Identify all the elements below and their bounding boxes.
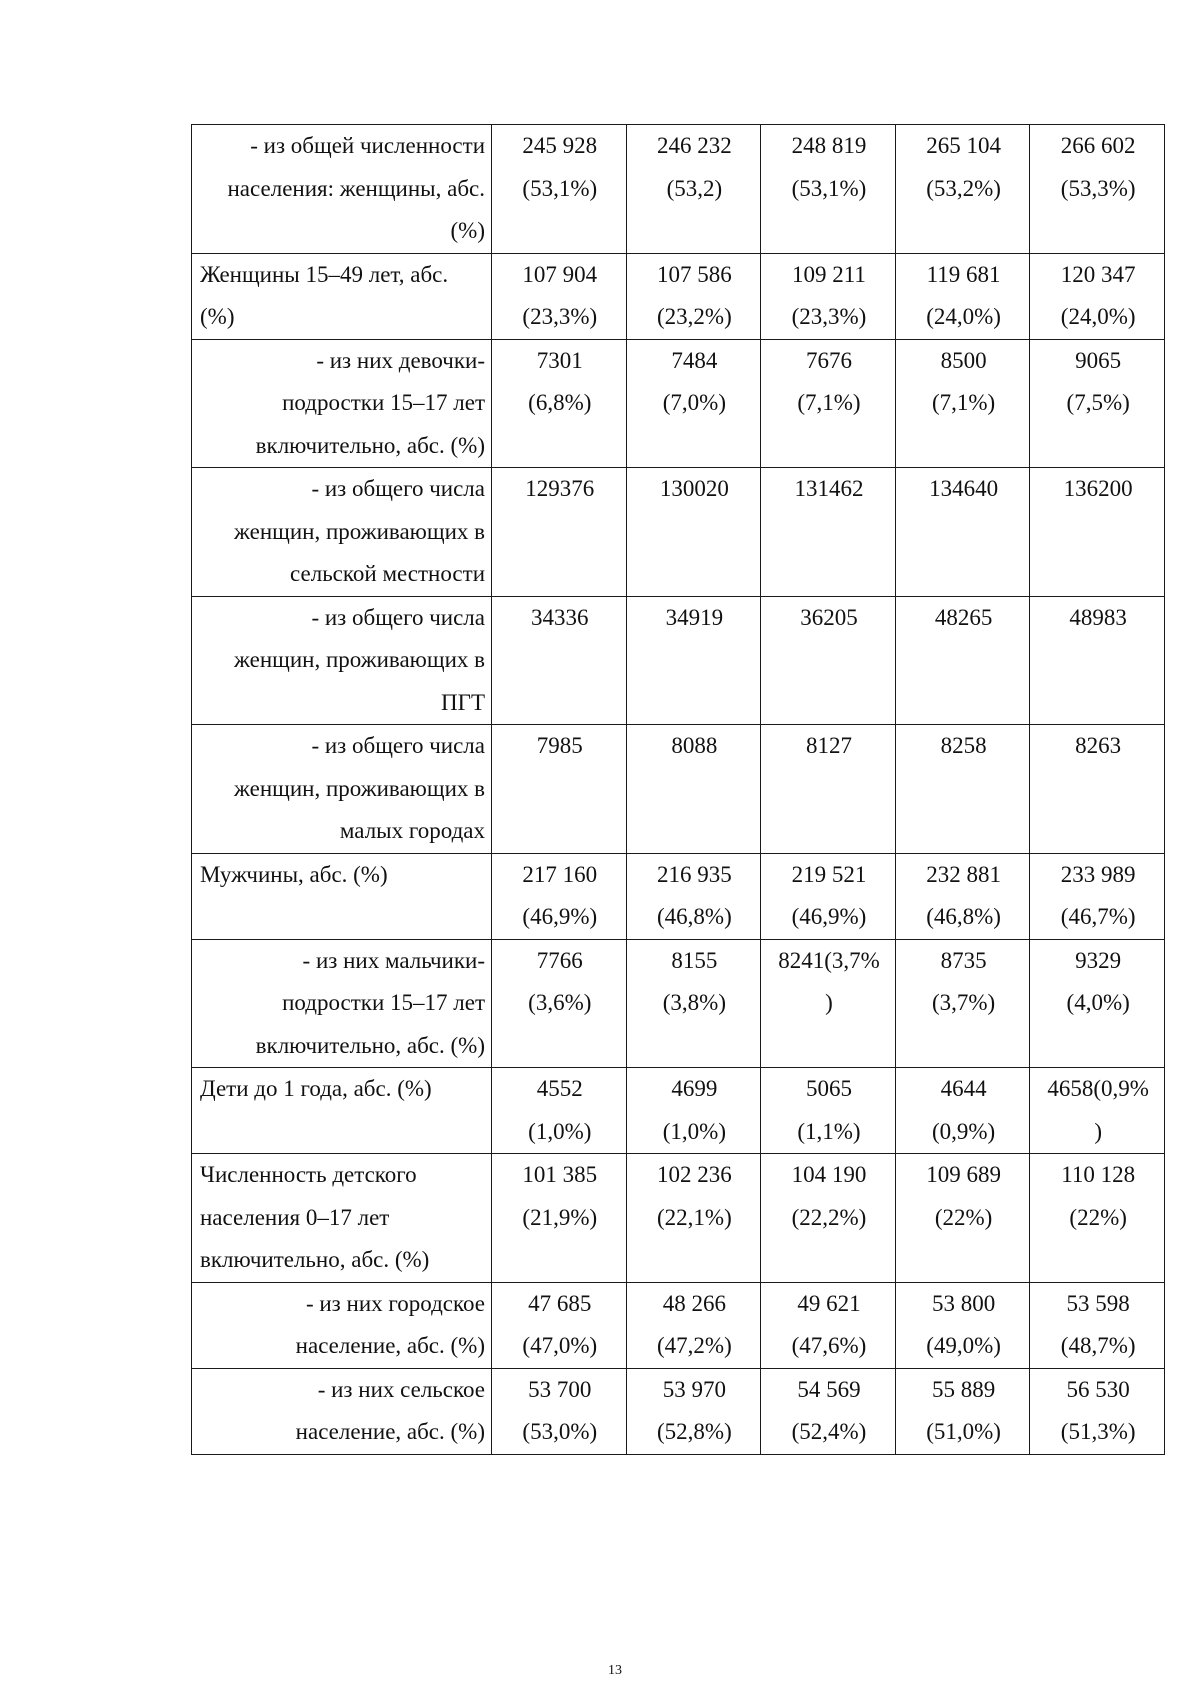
table-row (192, 1154, 1165, 1283)
value-cell: 8088 (626, 725, 761, 854)
row-label: - из них городское население, абс. (%) (192, 1282, 492, 1368)
value-cell: 5065 (1,1%) (761, 1068, 896, 1154)
value-cell: 56 530 (51,3%) (1030, 1368, 1165, 1454)
value-cell: 109 689 (22%) (895, 1154, 1030, 1283)
row-label: - из общего числа женщин, проживающих в малых городах (192, 725, 492, 854)
value-cell: 36205 (761, 596, 896, 725)
value-cell: 48983 (1030, 596, 1165, 725)
value-cell: 107 904 (23,3%) (492, 253, 627, 339)
row-label: Женщины 15–49 лет, абс. (%) (192, 253, 492, 339)
table-row (192, 339, 1165, 468)
value-cell: 34919 (626, 596, 761, 725)
value-cell: 266 602 (53,3%) (1030, 125, 1165, 254)
value-cell: 131462 (761, 468, 896, 597)
value-cell: 8735 (3,7%) (895, 939, 1030, 1068)
table-row (192, 1282, 1165, 1368)
value-cell: 265 104 (53,2%) (895, 125, 1030, 254)
row-label: - из них сельское население, абс. (%) (192, 1368, 492, 1454)
value-cell: 47 685 (47,0%) (492, 1282, 627, 1368)
row-label: - из общего числа женщин, проживающих в ПГТ (192, 596, 492, 725)
table-row (192, 853, 1165, 939)
value-cell: 104 190 (22,2%) (761, 1154, 896, 1283)
value-cell: 130020 (626, 468, 761, 597)
value-cell: 4658(0,9% ) (1030, 1068, 1165, 1154)
population-table (191, 124, 1165, 1455)
value-cell: 248 819 (53,1%) (761, 125, 896, 254)
table-row (192, 468, 1165, 597)
table-body (192, 125, 1165, 1455)
value-cell: 4552 (1,0%) (492, 1068, 627, 1154)
value-cell: 54 569 (52,4%) (761, 1368, 896, 1454)
value-cell: 119 681 (24,0%) (895, 253, 1030, 339)
value-cell: 217 160 (46,9%) (492, 853, 627, 939)
row-label: Численность детского населения 0–17 лет включительно, абс. (%) (192, 1154, 492, 1283)
value-cell: 216 935 (46,8%) (626, 853, 761, 939)
value-cell: 7301 (6,8%) (492, 339, 627, 468)
value-cell: 134640 (895, 468, 1030, 597)
value-cell: 34336 (492, 596, 627, 725)
value-cell: 129376 (492, 468, 627, 597)
value-cell: 8155 (3,8%) (626, 939, 761, 1068)
value-cell: 8500 (7,1%) (895, 339, 1030, 468)
value-cell: 53 970 (52,8%) (626, 1368, 761, 1454)
value-cell: 7766 (3,6%) (492, 939, 627, 1068)
value-cell: 8258 (895, 725, 1030, 854)
value-cell: 246 232 (53,2) (626, 125, 761, 254)
value-cell: 48 266 (47,2%) (626, 1282, 761, 1368)
value-cell: 102 236 (22,1%) (626, 1154, 761, 1283)
row-label: Дети до 1 года, абс. (%) (192, 1068, 492, 1154)
row-label: Мужчины, абс. (%) (192, 853, 492, 939)
table-row (192, 1068, 1165, 1154)
value-cell: 9065 (7,5%) (1030, 339, 1165, 468)
value-cell: 53 700 (53,0%) (492, 1368, 627, 1454)
value-cell: 49 621 (47,6%) (761, 1282, 896, 1368)
value-cell: 9329 (4,0%) (1030, 939, 1165, 1068)
row-label: - из них мальчики- подростки 15–17 лет включительно, абс. (%) (192, 939, 492, 1068)
value-cell: 53 598 (48,7%) (1030, 1282, 1165, 1368)
value-cell: 7676 (7,1%) (761, 339, 896, 468)
value-cell: 232 881 (46,8%) (895, 853, 1030, 939)
value-cell: 101 385 (21,9%) (492, 1154, 627, 1283)
value-cell: 8263 (1030, 725, 1165, 854)
value-cell: 109 211 (23,3%) (761, 253, 896, 339)
table-row (192, 125, 1165, 254)
table-row (192, 253, 1165, 339)
value-cell: 110 128 (22%) (1030, 1154, 1165, 1283)
row-label: - из общего числа женщин, проживающих в сельской местности (192, 468, 492, 597)
value-cell: 8127 (761, 725, 896, 854)
value-cell: 8241(3,7% ) (761, 939, 896, 1068)
value-cell: 219 521 (46,9%) (761, 853, 896, 939)
value-cell: 245 928 (53,1%) (492, 125, 627, 254)
value-cell: 53 800 (49,0%) (895, 1282, 1030, 1368)
table-row (192, 596, 1165, 725)
page-number: 13 (608, 1663, 622, 1678)
value-cell: 7484 (7,0%) (626, 339, 761, 468)
value-cell: 4699 (1,0%) (626, 1068, 761, 1154)
value-cell: 233 989 (46,7%) (1030, 853, 1165, 939)
value-cell: 4644 (0,9%) (895, 1068, 1030, 1154)
value-cell: 120 347 (24,0%) (1030, 253, 1165, 339)
row-label: - из них девочки- подростки 15–17 лет включительно, абс. (%) (192, 339, 492, 468)
table-row (192, 939, 1165, 1068)
value-cell: 48265 (895, 596, 1030, 725)
value-cell: 7985 (492, 725, 627, 854)
table-row (192, 725, 1165, 854)
row-label: - из общей численности населения: женщины, абс. (%) (192, 125, 492, 254)
value-cell: 136200 (1030, 468, 1165, 597)
table-row (192, 1368, 1165, 1454)
value-cell: 107 586 (23,2%) (626, 253, 761, 339)
value-cell: 55 889 (51,0%) (895, 1368, 1030, 1454)
